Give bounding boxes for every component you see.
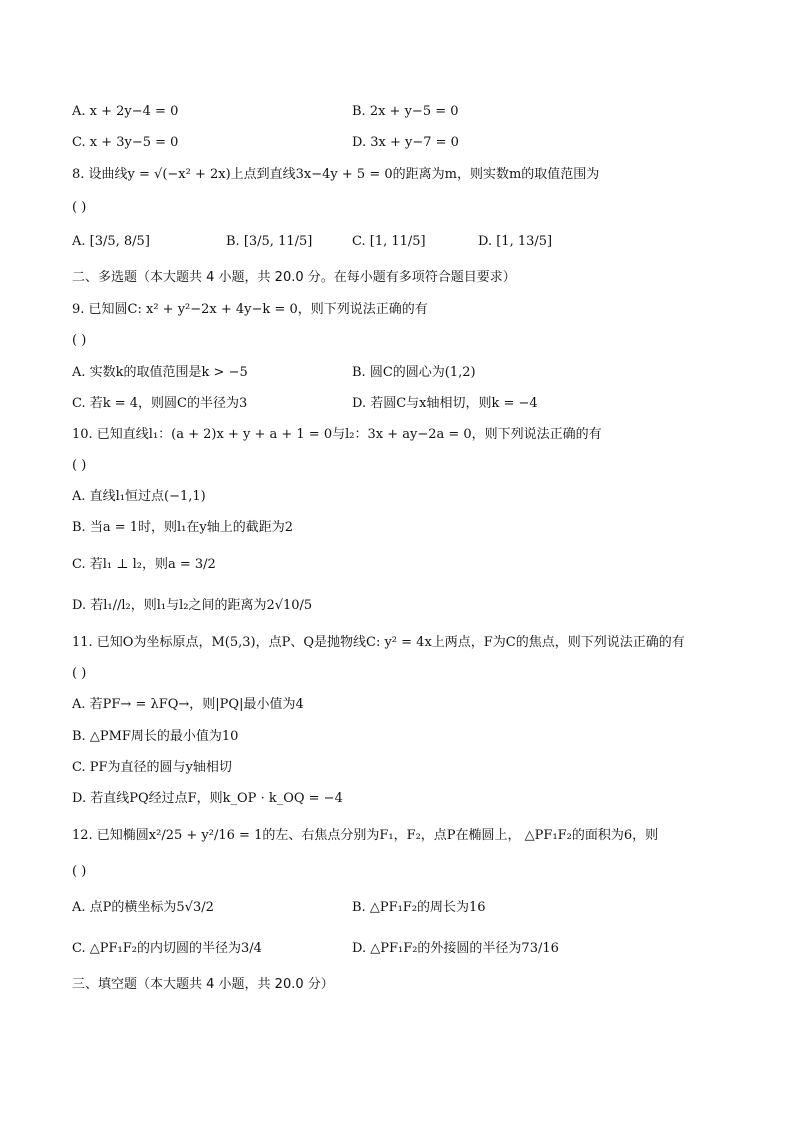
q7-option-d: D. 3x + y−7 = 0	[352, 135, 459, 150]
q12-option-b: B. △PF₁F₂的周长为16	[352, 900, 486, 915]
q11-paren: ( )	[72, 666, 87, 681]
q12-stem: 12. 已知椭圆x²/25 + y²/16 = 1的左、右焦点分别为F₁，F₂，点P在椭圆上， △PF₁F₂的面积为6，则	[72, 828, 659, 843]
q11-option-a: A. 若PF→ = λFQ→，则|PQ|最小值为4	[72, 697, 304, 712]
q12-option-c: C. △PF₁F₂的内切圆的半径为3/4	[72, 941, 262, 956]
q8-paren: ( )	[72, 200, 87, 215]
q8-stem: 8. 设曲线y = √(−x² + 2x)上点到直线3x−4y + 5 = 0的距离为m，则实数m的取值范围为	[72, 167, 600, 182]
q11-option-b: B. △PMF周长的最小值为10	[72, 729, 239, 744]
q9-stem: 9. 已知圆C: x² + y²−2x + 4y−k = 0，则下列说法正确的有	[72, 302, 428, 317]
q7-option-a: A. x + 2y−4 = 0	[72, 104, 179, 119]
q10-option-d: D. 若l₁//l₂，则l₁与l₂之间的距离为2√10/5	[72, 598, 313, 613]
q9-option-a: A. 实数k的取值范围是k > −5	[72, 365, 248, 380]
q12-option-d: D. △PF₁F₂的外接圆的半径为73/16	[352, 941, 559, 956]
q11-option-d: D. 若直线PQ经过点F，则k_OP · k_OQ = −4	[72, 791, 343, 806]
q10-paren: ( )	[72, 458, 87, 473]
q8-option-a: A. [3/5, 8/5]	[72, 234, 150, 249]
section-title-fill-blank: 三、填空题（本大题共 4 小题，共 20.0 分）	[72, 977, 334, 992]
q10-option-a: A. 直线l₁恒过点(−1,1)	[72, 489, 206, 504]
q7-option-b: B. 2x + y−5 = 0	[352, 104, 459, 119]
q10-option-c: C. 若l₁ ⊥ l₂，则a = 3/2	[72, 557, 216, 572]
q10-stem: 10. 已知直线l₁：(a + 2)x + y + a + 1 = 0与l₂：3x + ay−2a = 0，则下列说法正确的有	[72, 427, 602, 442]
q9-option-b: B. 圆C的圆心为(1,2)	[352, 365, 476, 380]
q9-paren: ( )	[72, 333, 87, 348]
q8-option-c: C. [1, 11/5]	[352, 234, 426, 249]
q9-option-d: D. 若圆C与x轴相切，则k = −4	[352, 396, 538, 411]
q8-option-b: B. [3/5, 11/5]	[226, 234, 313, 249]
q9-option-c: C. 若k = 4，则圆C的半径为3	[72, 396, 248, 411]
q12-option-a: A. 点P的横坐标为5√3/2	[72, 900, 214, 915]
q11-stem: 11. 已知O为坐标原点，M(5,3)，点P、Q是抛物线C: y² = 4x上两点，F为C的焦点，则下列说法正确的有	[72, 635, 685, 650]
q8-option-d: D. [1, 13/5]	[478, 234, 553, 249]
q7-option-c: C. x + 3y−5 = 0	[72, 135, 179, 150]
q12-paren: ( )	[72, 864, 87, 879]
section-title-multi-choice: 二、多选题（本大题共 4 小题，共 20.0 分。在每小题有多项符合题目要求）	[72, 270, 516, 285]
q10-option-b: B. 当a = 1时，则l₁在y轴上的截距为2	[72, 520, 293, 535]
q11-option-c: C. PF为直径的圆与y轴相切	[72, 760, 232, 775]
